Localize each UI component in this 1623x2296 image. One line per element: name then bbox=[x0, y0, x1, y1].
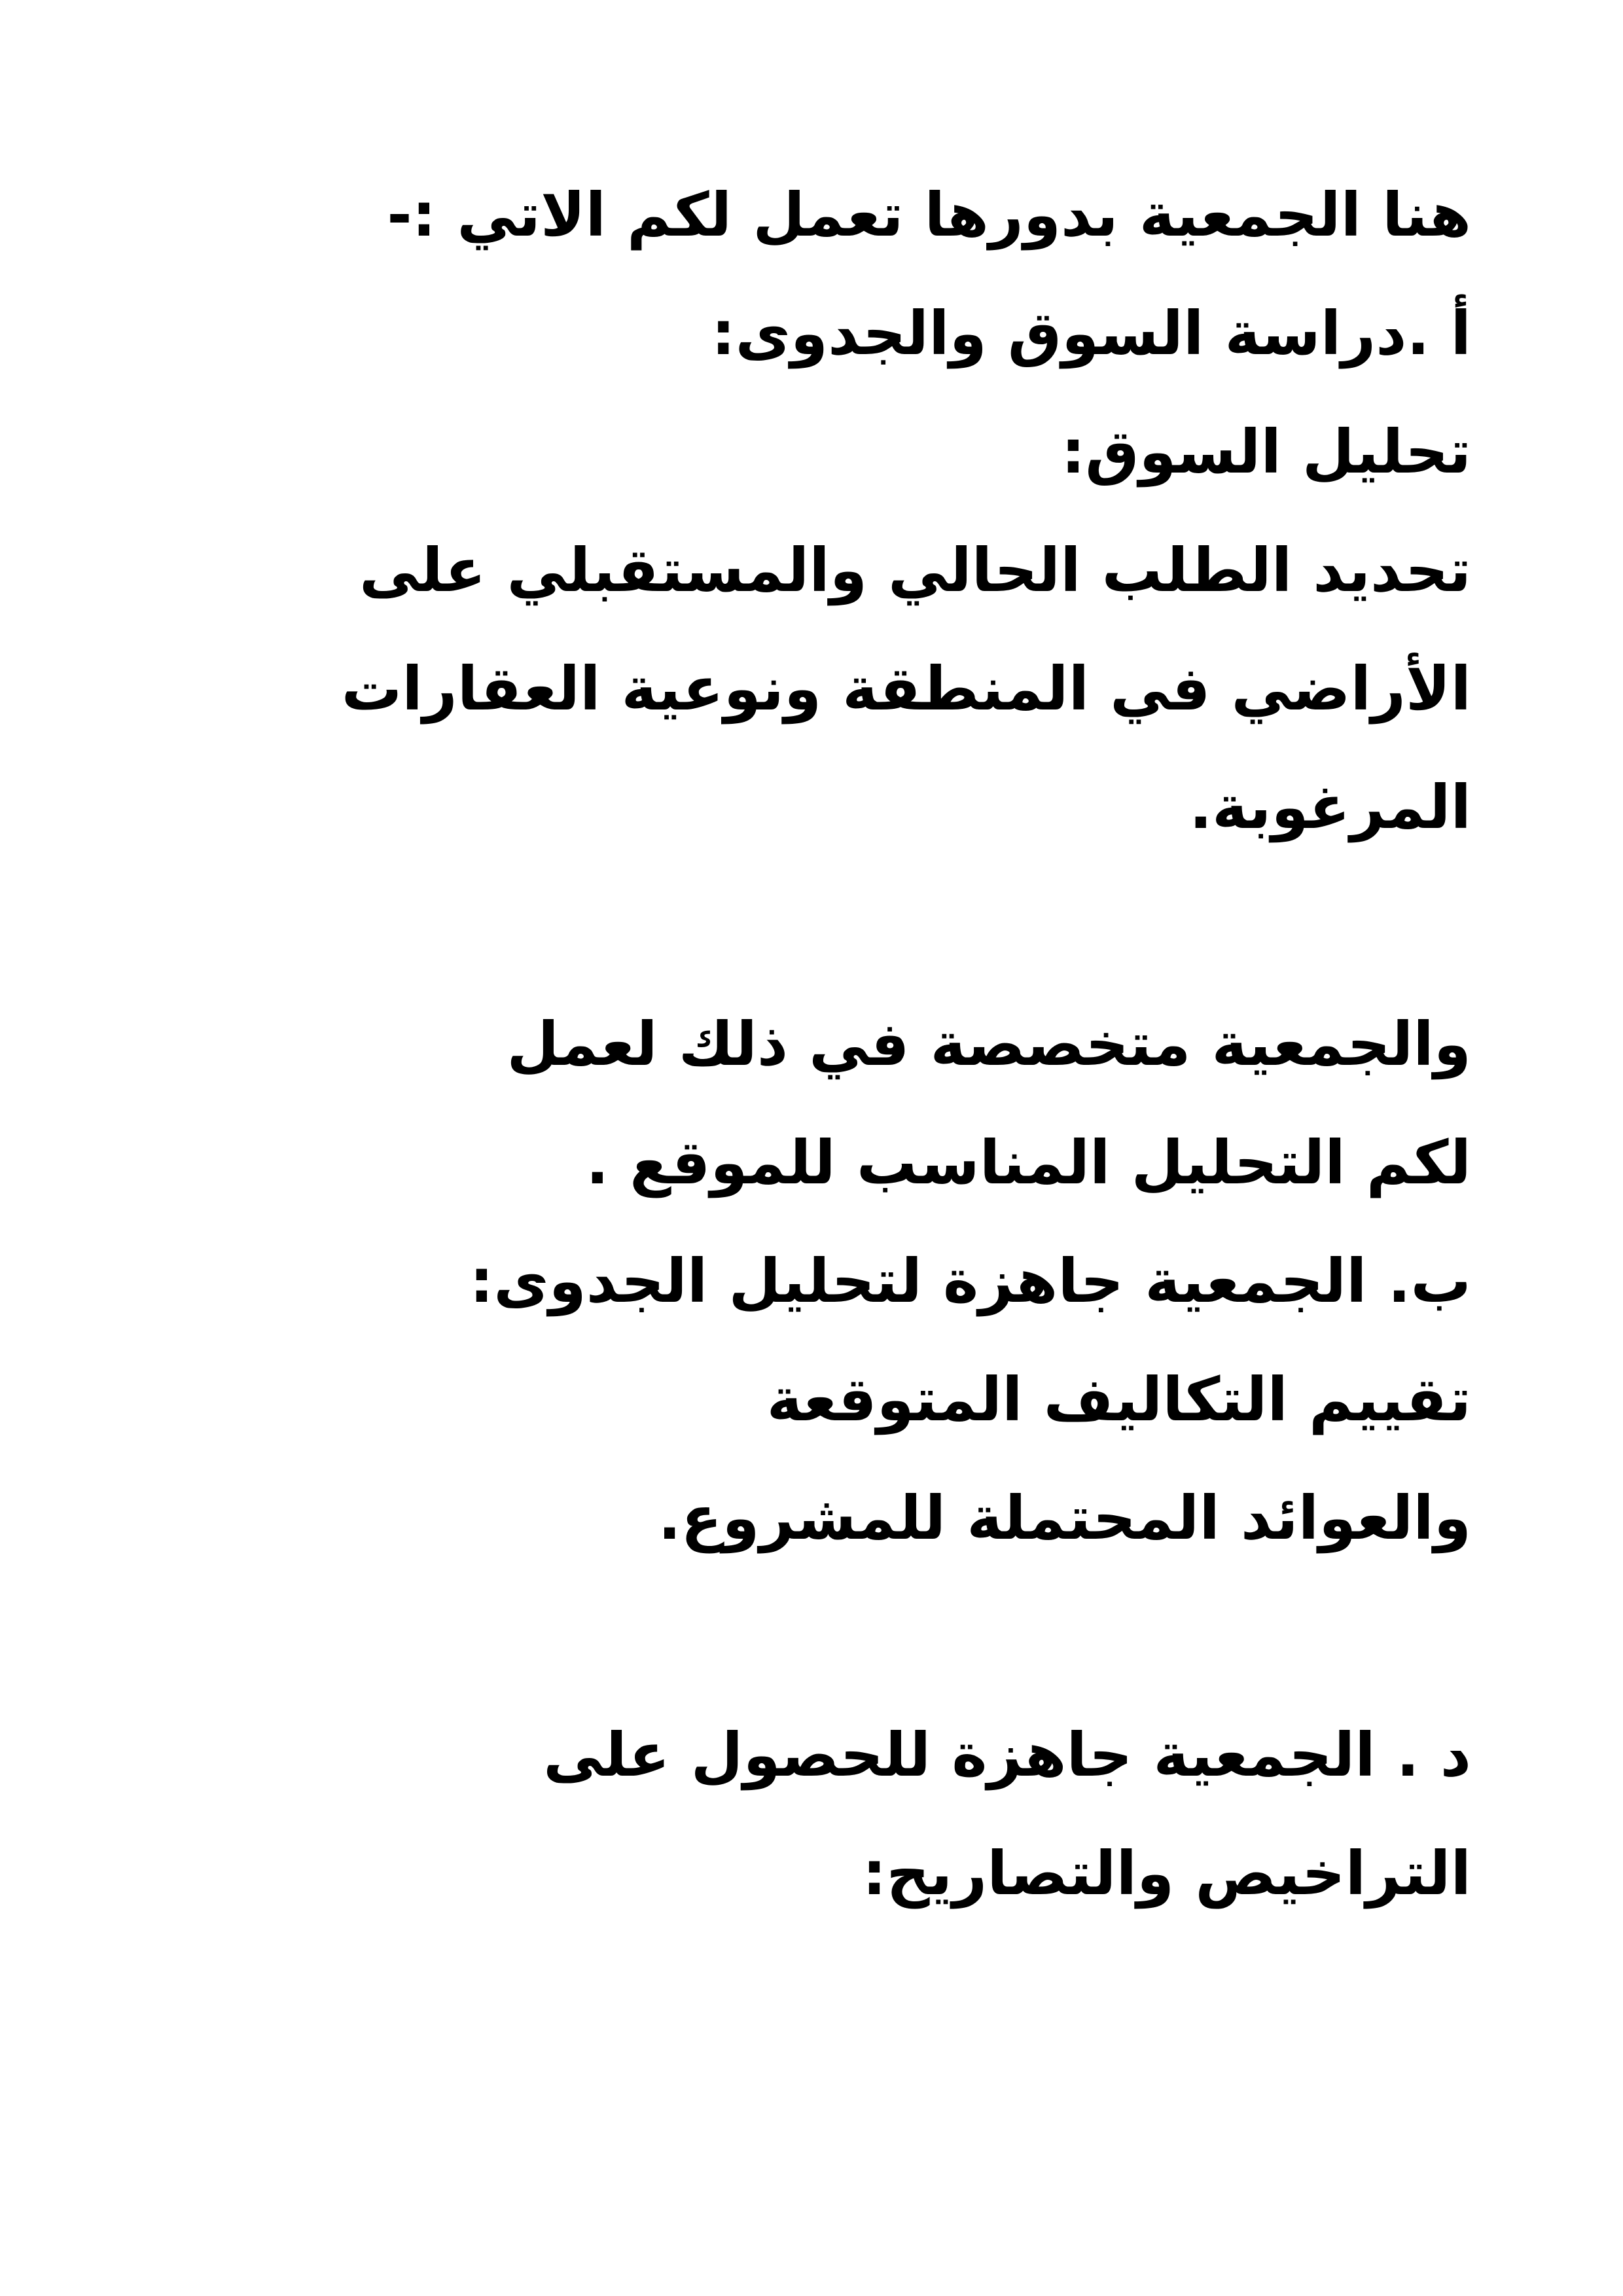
specialization-text-line-2: لكم التحليل المناسب للموقع . bbox=[586, 1128, 1471, 1198]
intro-heading: هنا الجمعية بدورها تعمل لكم الاتي :- bbox=[387, 180, 1471, 250]
feasibility-text-line-1: تقييم التكاليف المتوقعة bbox=[766, 1365, 1471, 1435]
feasibility-text-line-2: والعوائد المحتملة للمشروع. bbox=[658, 1483, 1471, 1553]
licenses-text-line: التراخيص والتصاريح: bbox=[862, 1839, 1471, 1909]
section-d-heading: د . الجمعية جاهزة للحصول على bbox=[543, 1720, 1471, 1790]
market-analysis-text-line-2: الأراضي في المنطقة ونوعية العقارات bbox=[341, 654, 1471, 724]
paragraph-spacer bbox=[188, 1577, 1471, 1696]
paragraph-spacer bbox=[188, 867, 1471, 985]
market-analysis-text-line-3: المرغوبة. bbox=[1189, 772, 1471, 842]
specialization-text-line-1: والجمعية متخصصة في ذلك لعمل bbox=[507, 1009, 1471, 1079]
section-a-heading: أ .دراسة السوق والجدوى: bbox=[711, 298, 1471, 368]
section-b-heading: ب. الجمعية جاهزة لتحليل الجدوى: bbox=[469, 1246, 1471, 1316]
market-analysis-subheading: تحليل السوق: bbox=[1061, 417, 1471, 487]
market-analysis-text-line-1: تحديد الطلب الحالي والمستقبلي على bbox=[359, 535, 1471, 605]
document-body bbox=[188, 156, 1471, 1933]
